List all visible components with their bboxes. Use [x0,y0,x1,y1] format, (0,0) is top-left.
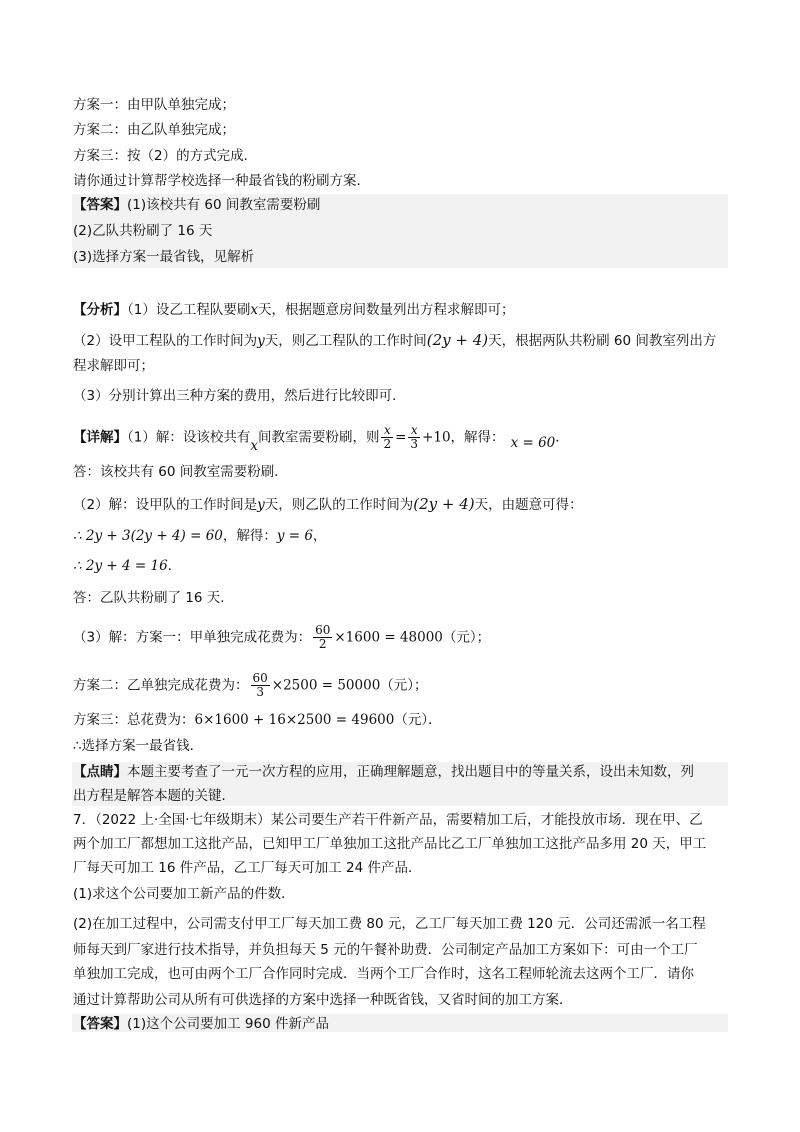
detail-line-4 [73,672,428,699]
frac-den: 3 [410,437,419,451]
detail-line-3 [73,624,490,651]
detail-text-1b: 间教室需要粉刷，则 [257,429,380,446]
punct: ， [313,528,327,544]
q7-line-4: (1)求这个公司要加工新产品的件数． [73,886,295,902]
answer-2: (2)乙队共粉刷了 16 天 [73,223,213,239]
equation-2: ∴ 2y + 4 = 16 [73,558,168,574]
detail-eq-2 [73,556,181,576]
detail-text-3c: 方案三：总花费为： [73,712,195,728]
fraction-x-3 [408,424,420,451]
solution-y: y = 6 [276,528,314,544]
q7-line-3: 厂每天可加工 16 件产品，乙工厂每天可加工 24 件产品． [73,860,422,876]
answer-3: (3)选择方案一最省钱，见解析 [73,249,255,265]
conclusion: ∴选择方案一最省钱． [73,738,204,754]
punct: ． [167,558,182,574]
var-x: x [250,302,258,318]
analysis-line-2 [73,330,716,351]
q7-line-5: (2)在加工过程中，公司需支付甲工厂每天加工费 80 元，乙工厂每天加工费 120 元．公司还需派一名工程 [73,916,706,932]
detail-answer-1: 答：该校共有 60 间教室需要粉刷． [73,464,288,480]
frac-num: x [408,424,420,438]
answer7-1: (1)这个公司要加工 960 件新产品 [127,1016,329,1032]
analysis-text-1b: 天，根据题意房间数量列出方程求解即可； [257,302,515,318]
analysis-text-2b: 天，则乙工程队的工作时间 [264,333,427,349]
fraction-60-2 [313,624,332,651]
comment-line-1 [73,762,694,782]
detail-text-2a: （2）解：设甲队的工作时间是 [73,497,258,513]
unit: （元）； [442,629,491,646]
answer-line-1 [73,195,320,215]
detail-text: ，解得： [222,528,277,544]
var-x-2: x [250,437,258,454]
expression-3: 6×1600 + 16×2500 = 49600 [194,712,395,728]
detail-line-2 [73,494,583,515]
detail-text-1c: +10，解得： [422,429,505,446]
punct: ． [555,429,569,446]
answer7-line [73,1014,329,1034]
analysis-line-1 [73,300,514,320]
q7-line-2: 两个加工厂都想加工这批产品，已知甲工厂单独加工这批产品比乙工厂单独加工这批产品多用 20 天，甲工 [73,836,707,852]
detail-text-1a: （1）解：设该校共有 [127,429,251,446]
plan-1: 方案一：由甲队单独完成； [73,97,235,113]
var-y-2: y [257,497,265,513]
expr-2y4: (2y + 4) [426,331,489,349]
unit: （元）． [394,712,442,728]
analysis-tag: 【分析】 [73,302,127,318]
q7-line-7: 单独加工完成，也可由两个工厂合作同时完成．当两个工厂合作时，这名工程师轮流去这两个工厂．请你 [73,966,694,982]
comment-tag: 【点睛】 [73,764,127,780]
detail-line-1 [73,423,569,454]
frac-num: 60 [315,623,331,637]
expr-2y4-2: (2y + 4) [413,495,475,513]
analysis-text-1: （1）设乙工程队要刷 [127,302,251,318]
solution-x: x = 60 [510,434,556,451]
fraction-x-2 [381,424,393,451]
frac-den: 3 [256,685,264,699]
frac-num: 60 [252,671,268,685]
fraction-60-3 [251,672,270,699]
detail-line-5 [73,710,442,730]
analysis-line-3: 程求解即可； [73,358,154,374]
plan-3: 方案三：按（2）的方式完成． [73,148,258,164]
analysis-line-4: （3）分别计算出三种方案的费用，然后进行比较即可． [73,388,406,404]
q7-line-8: 通过计算帮助公司从所有可供选择的方案中选择一种既省钱，又省时间的加工方案． [73,992,573,1008]
detail-eq-1 [73,526,327,546]
answer-1: (1)该校共有 60 间教室需要粉刷 [127,197,321,213]
frac-num: x [381,424,393,438]
var-y: y [257,333,265,349]
detail-text-3b: 方案二：乙单独完成花费为： [73,677,249,694]
unit: （元）； [380,677,428,694]
analysis-text-2a: （2）设甲工程队的工作时间为 [73,333,258,349]
detail-tag: 【详解】 [73,429,127,446]
plan-2: 方案二：由乙队单独完成； [73,122,235,138]
frac-den: 2 [383,437,392,451]
detail-text-3a: （3）解：方案一：甲单独完成花费为： [73,629,312,646]
q7-line-6: 师每天到厂家进行技术指导，并负担每天 5 元的午餐补助费．公司制定产品加工方案如下：可由一个工厂 [73,942,698,958]
detail-text-2b: 天，则乙队的工作时间为 [264,497,414,513]
comment-line-2: 出方程是解答本题的关键． [73,788,235,804]
q7-line-1: 7．（2022 上·全国·七年级期末）某公司要生产若干件新产品，需要精加工后，才能投放市场．现在甲、乙 [73,812,703,828]
detail-text-2c: 天，由题意可得： [474,497,583,513]
analysis-text-2c: 天，根据两队共粉刷 60 间教室列出方 [488,333,717,349]
expression-1: ×1600 = 48000 [334,629,443,646]
eq-sign: = [395,429,407,446]
frac-den: 2 [318,637,327,651]
answer7-tag: 【答案】 [73,1016,127,1032]
equation-1: ∴ 2y + 3(2y + 4) = 60 [73,528,223,544]
answer-tag: 【答案】 [73,197,127,213]
question-text: 请你通过计算帮学校选择一种最省钱的粉刷方案． [73,173,370,189]
comment-text-1: 本题主要考查了一元一次方程的应用，正确理解题意，找出题目中的等量关系，设出未知数，列 [127,764,694,780]
detail-answer-2: 答：乙队共粉刷了 16 天． [73,590,234,606]
expression-2: ×2500 = 50000 [271,677,381,694]
